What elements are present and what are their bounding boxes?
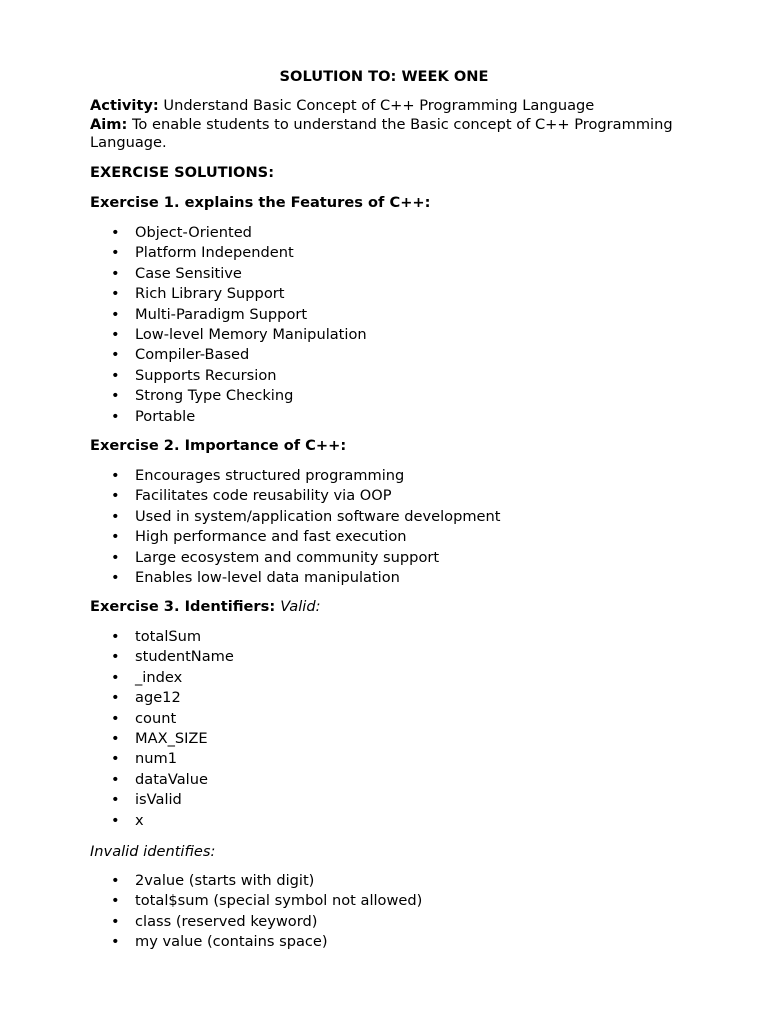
bullet-icon: • <box>111 366 120 384</box>
document-title: SOLUTION TO: WEEK ONE <box>279 68 489 85</box>
bullet-icon: • <box>111 264 120 282</box>
list-item <box>90 486 690 506</box>
list-item-text: Compiler-Based <box>135 346 250 364</box>
list-item <box>90 749 690 769</box>
activity-label: Activity: <box>90 97 159 114</box>
list-item <box>90 627 690 647</box>
exercise3-heading-line <box>90 598 690 616</box>
list-item-text: count <box>135 709 177 727</box>
list-item-text: Low-level Memory Manipulation <box>135 326 367 344</box>
bullet-icon: • <box>111 548 120 566</box>
list-item-text: Used in system/application software development <box>135 507 501 525</box>
activity-line <box>90 97 690 116</box>
list-item-text: Object-Oriented <box>135 224 252 241</box>
bullet-icon: • <box>111 892 120 910</box>
bullet-icon: • <box>111 811 120 829</box>
aim-line <box>90 116 690 153</box>
bullet-icon: • <box>111 305 120 323</box>
bullet-icon: • <box>111 528 120 546</box>
list-item <box>90 709 690 729</box>
bullet-icon: • <box>111 912 120 930</box>
list-item <box>90 932 690 952</box>
list-item <box>90 284 690 304</box>
bullet-icon: • <box>111 709 120 727</box>
bullet-icon: • <box>111 648 120 666</box>
bullet-icon: • <box>111 730 120 748</box>
exercise1-heading: Exercise 1. explains the Features of C++: <box>90 194 431 211</box>
list-item-text: Rich Library Support <box>135 285 285 303</box>
list-item <box>90 345 690 365</box>
exercise2-list-block <box>90 466 690 588</box>
list-item-text: age12 <box>135 689 181 707</box>
invalid-identifiers-block <box>90 871 690 953</box>
exercise1-list <box>90 223 690 427</box>
bullet-icon: • <box>111 628 120 645</box>
list-item <box>90 688 690 708</box>
list-item <box>90 647 690 667</box>
list-item <box>90 507 690 527</box>
list-item-text: _index <box>135 668 183 686</box>
bullet-icon: • <box>111 407 120 425</box>
bullet-icon: • <box>111 668 120 686</box>
aim-text: To enable students to understand the Basic concept of C++ Programming Language. <box>90 115 673 151</box>
list-item <box>90 386 690 406</box>
list-item-text: num1 <box>135 750 177 768</box>
list-item <box>90 223 690 243</box>
bullet-icon: • <box>111 244 120 262</box>
list-item <box>90 912 690 932</box>
list-item-text: MAX_SIZE <box>135 730 208 748</box>
list-item <box>90 871 690 891</box>
list-item-text: Multi-Paradigm Support <box>135 305 308 323</box>
list-item <box>90 568 690 588</box>
bullet-icon: • <box>111 770 120 788</box>
bullet-icon: • <box>111 326 120 344</box>
bullet-icon: • <box>111 285 120 303</box>
bullet-icon: • <box>111 487 120 505</box>
list-item <box>90 790 690 810</box>
list-item-text: Supports Recursion <box>135 366 277 384</box>
list-item <box>90 668 690 688</box>
invalid-label: Invalid identifies: <box>90 843 216 860</box>
exercise2-list <box>90 466 690 588</box>
list-item-text: Facilitates code reusability via OOP <box>135 487 392 505</box>
activity-text: Understand Basic Concept of C++ Programming Language <box>158 97 595 114</box>
bullet-icon: • <box>111 387 120 405</box>
bullet-icon: • <box>111 507 120 525</box>
valid-label: Valid: <box>280 598 321 615</box>
list-item-text: Large ecosystem and community support <box>135 548 440 566</box>
aim-label: Aim: <box>90 115 128 133</box>
exercise1-list-block <box>90 223 690 427</box>
list-item <box>90 407 690 427</box>
list-item-text: isValid <box>135 791 182 809</box>
list-item-text: studentName <box>135 648 234 666</box>
list-item-text: High performance and fast execution <box>135 528 407 546</box>
exercise3-heading: Exercise 3. Identifiers: <box>90 598 276 615</box>
invalid-identifiers-list <box>90 871 690 953</box>
list-item <box>90 264 690 284</box>
bullet-icon: • <box>111 346 120 364</box>
list-item-text: my value (contains space) <box>135 933 328 951</box>
list-item-text: 2value (starts with digit) <box>135 872 315 889</box>
exercise-solutions-heading: EXERCISE SOLUTIONS: <box>90 164 275 181</box>
list-item-text: Encourages structured programming <box>135 467 405 484</box>
list-item <box>90 811 690 831</box>
list-item <box>90 527 690 547</box>
list-item-text: class (reserved keyword) <box>135 912 318 930</box>
list-item <box>90 548 690 568</box>
list-item <box>90 770 690 790</box>
list-item <box>90 366 690 386</box>
list-item <box>90 325 690 345</box>
list-item-text: Portable <box>135 407 196 425</box>
list-item <box>90 305 690 325</box>
list-item-text: totalSum <box>135 628 202 645</box>
bullet-icon: • <box>111 750 120 768</box>
list-item <box>90 729 690 749</box>
list-item-text: Enables low-level data manipulation <box>135 569 400 587</box>
bullet-icon: • <box>111 224 120 241</box>
valid-identifiers-list <box>90 627 690 831</box>
bullet-icon: • <box>111 467 120 484</box>
list-item <box>90 891 690 911</box>
bullet-icon: • <box>111 933 120 951</box>
bullet-icon: • <box>111 569 120 587</box>
list-item-text: dataValue <box>135 770 208 788</box>
activity-aim-block <box>90 97 690 153</box>
list-item-text: Case Sensitive <box>135 264 242 282</box>
bullet-icon: • <box>111 872 120 889</box>
list-item-text: total$sum (special symbol not allowed) <box>135 892 423 910</box>
bullet-icon: • <box>111 791 120 809</box>
list-item-text: Platform Independent <box>135 244 294 262</box>
exercise2-heading: Exercise 2. Importance of C++: <box>90 437 347 454</box>
valid-identifiers-block <box>90 627 690 831</box>
bullet-icon: • <box>111 689 120 707</box>
list-item <box>90 466 690 486</box>
list-item-text: Strong Type Checking <box>135 387 294 405</box>
list-item <box>90 243 690 263</box>
list-item-text: x <box>135 811 144 829</box>
